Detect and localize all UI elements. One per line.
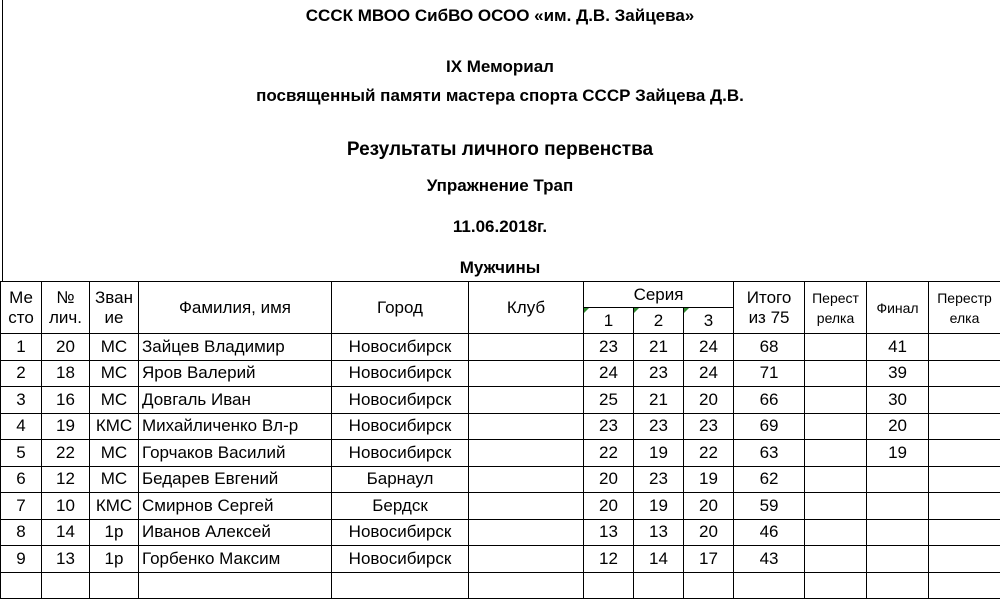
cell-number: 10 <box>42 493 90 520</box>
cell-total: 68 <box>734 334 805 361</box>
cell-name <box>139 572 332 599</box>
cell-final: 39 <box>867 360 929 387</box>
table-row <box>1 387 1000 414</box>
cell-series-3: 20 <box>684 519 734 546</box>
col-series-2-header: 2 <box>634 308 684 334</box>
cell-series-1: 23 <box>584 413 634 440</box>
cell-series-1: 25 <box>584 387 634 414</box>
results-table <box>0 281 1000 599</box>
results-title: Результаты личного первенства <box>346 139 654 160</box>
cell-final: 20 <box>867 413 929 440</box>
cell-rank: 1р <box>90 546 139 573</box>
cell-shootoff <box>805 334 867 361</box>
cell-series-1: 22 <box>584 440 634 467</box>
cell-series-3: 17 <box>684 546 734 573</box>
cell-shootoff <box>805 493 867 520</box>
col-number-header: № лич. <box>42 282 90 334</box>
cell-club <box>469 440 584 467</box>
cell-place: 3 <box>1 387 42 414</box>
cell-final <box>867 493 929 520</box>
cell-city: Новосибирск <box>332 334 469 361</box>
col-series-header: Серия <box>584 282 734 308</box>
col-total-header: Итого из 75 <box>734 282 805 334</box>
cell-city: Бердск <box>332 493 469 520</box>
cell-number: 18 <box>42 360 90 387</box>
cell-series-2: 23 <box>634 360 684 387</box>
cell-series-3: 19 <box>684 466 734 493</box>
cell-series-2: 21 <box>634 334 684 361</box>
cell-shootoff2 <box>929 440 1000 467</box>
cell-city: Новосибирск <box>332 519 469 546</box>
cell-place: 8 <box>1 519 42 546</box>
cell-series-2: 23 <box>634 466 684 493</box>
cell-total: 71 <box>734 360 805 387</box>
cell-name: Горчаков Василий <box>139 440 332 467</box>
cell-series-3 <box>684 572 734 599</box>
cell-club <box>469 493 584 520</box>
col-series-1-header: 1 <box>584 308 634 334</box>
cell-club <box>469 466 584 493</box>
cell-place: 5 <box>1 440 42 467</box>
cell-shootoff <box>805 413 867 440</box>
cell-final: 30 <box>867 387 929 414</box>
table-row <box>1 519 1000 546</box>
organization-title: СССК МВОО СибВО ОСОО «им. Д.В. Зайцева» <box>305 6 695 25</box>
cell-rank: МС <box>90 387 139 414</box>
cell-series-1 <box>584 572 634 599</box>
cell-place: 7 <box>1 493 42 520</box>
header-row-1 <box>1 282 1000 308</box>
cell-city: Новосибирск <box>332 413 469 440</box>
cell-name: Яров Валерий <box>139 360 332 387</box>
cell-shootoff <box>805 466 867 493</box>
cell-shootoff2 <box>929 413 1000 440</box>
cell-club <box>469 413 584 440</box>
cell-series-3: 20 <box>684 387 734 414</box>
cell-series-2: 14 <box>634 546 684 573</box>
cell-place: 4 <box>1 413 42 440</box>
cell-final: 19 <box>867 440 929 467</box>
cell-club <box>469 387 584 414</box>
cell-name: Бедарев Евгений <box>139 466 332 493</box>
cell-series-2: 23 <box>634 413 684 440</box>
cell-place: 6 <box>1 466 42 493</box>
cell-rank: КМС <box>90 493 139 520</box>
cell-series-3: 22 <box>684 440 734 467</box>
cell-shootoff2 <box>929 546 1000 573</box>
table-row <box>1 546 1000 573</box>
cell-club <box>469 519 584 546</box>
table-row <box>1 466 1000 493</box>
cell-series-1: 13 <box>584 519 634 546</box>
col-shootoff-header: Перест релка <box>805 282 867 334</box>
cell-series-2 <box>634 572 684 599</box>
cell-name: Зайцев Владимир <box>139 334 332 361</box>
cell-series-3: 24 <box>684 334 734 361</box>
cell-series-1: 24 <box>584 360 634 387</box>
cell-total: 43 <box>734 546 805 573</box>
cell-shootoff <box>805 360 867 387</box>
col-series-3-header: 3 <box>684 308 734 334</box>
cell-shootoff2 <box>929 493 1000 520</box>
cell-final: 41 <box>867 334 929 361</box>
cell-city <box>332 572 469 599</box>
col-shootoff2-header: Перестр елка <box>929 282 1000 334</box>
cell-shootoff <box>805 572 867 599</box>
cell-number: 20 <box>42 334 90 361</box>
cell-shootoff <box>805 440 867 467</box>
cell-shootoff2 <box>929 519 1000 546</box>
cell-series-3: 23 <box>684 413 734 440</box>
cell-number: 16 <box>42 387 90 414</box>
cell-city: Новосибирск <box>332 387 469 414</box>
cell-city: Барнаул <box>332 466 469 493</box>
cell-name: Горбенко Максим <box>139 546 332 573</box>
cell-rank: 1р <box>90 519 139 546</box>
cell-place: 1 <box>1 334 42 361</box>
cell-number: 12 <box>42 466 90 493</box>
event-date: 11.06.2018г. <box>452 217 548 236</box>
cell-club <box>469 360 584 387</box>
cell-number: 13 <box>42 546 90 573</box>
cell-place: 2 <box>1 360 42 387</box>
cell-series-3: 20 <box>684 493 734 520</box>
cell-shootoff2 <box>929 466 1000 493</box>
cell-final <box>867 466 929 493</box>
cell-rank <box>90 572 139 599</box>
cell-city: Новосибирск <box>332 440 469 467</box>
cell-series-1: 12 <box>584 546 634 573</box>
cell-city: Новосибирск <box>332 546 469 573</box>
cell-rank: КМС <box>90 413 139 440</box>
cell-total: 62 <box>734 466 805 493</box>
table-row <box>1 493 1000 520</box>
cell-total: 59 <box>734 493 805 520</box>
cell-club <box>469 572 584 599</box>
cell-club <box>469 334 584 361</box>
cell-club <box>469 546 584 573</box>
cell-rank: МС <box>90 440 139 467</box>
cell-final <box>867 519 929 546</box>
col-final-header: Финал <box>867 282 929 334</box>
table-row <box>1 413 1000 440</box>
cell-total: 69 <box>734 413 805 440</box>
cell-shootoff <box>805 387 867 414</box>
memorial-title: IX Мемориал <box>445 57 554 76</box>
cell-place: 9 <box>1 546 42 573</box>
cell-shootoff <box>805 546 867 573</box>
cell-series-2: 13 <box>634 519 684 546</box>
cell-final <box>867 572 929 599</box>
cell-series-1: 20 <box>584 493 634 520</box>
col-club-header: Клуб <box>469 282 584 334</box>
cell-rank: МС <box>90 466 139 493</box>
col-rank-header: Зван ие <box>90 282 139 334</box>
col-city-header: Город <box>332 282 469 334</box>
table-row <box>1 572 1000 599</box>
cell-series-2: 19 <box>634 440 684 467</box>
cell-shootoff2 <box>929 387 1000 414</box>
dedication-title: посвященный памяти мастера спорта СССР Зайцева Д.В. <box>256 86 744 105</box>
cell-shootoff <box>805 519 867 546</box>
table-row <box>1 360 1000 387</box>
cell-total: 63 <box>734 440 805 467</box>
cell-number: 19 <box>42 413 90 440</box>
cell-final <box>867 546 929 573</box>
cell-series-2: 19 <box>634 493 684 520</box>
cell-name: Довгаль Иван <box>139 387 332 414</box>
cell-number <box>42 572 90 599</box>
col-name-header: Фамилия, имя <box>139 282 332 334</box>
group-title: Мужчины <box>459 258 541 277</box>
exercise-title: Упражнение Трап <box>426 176 574 195</box>
cell-rank: МС <box>90 360 139 387</box>
table-row <box>1 334 1000 361</box>
cell-name: Михайличенко Вл-р <box>139 413 332 440</box>
cell-rank: МС <box>90 334 139 361</box>
col-place-header: Ме сто <box>1 282 42 334</box>
cell-series-1: 23 <box>584 334 634 361</box>
cell-total <box>734 572 805 599</box>
cell-series-2: 21 <box>634 387 684 414</box>
cell-city: Новосибирск <box>332 360 469 387</box>
cell-total: 66 <box>734 387 805 414</box>
cell-number: 14 <box>42 519 90 546</box>
cell-number: 22 <box>42 440 90 467</box>
cell-place <box>1 572 42 599</box>
cell-shootoff2 <box>929 360 1000 387</box>
table-row <box>1 440 1000 467</box>
cell-shootoff2 <box>929 334 1000 361</box>
cell-name: Иванов Алексей <box>139 519 332 546</box>
cell-shootoff2 <box>929 572 1000 599</box>
cell-series-3: 24 <box>684 360 734 387</box>
cell-total: 46 <box>734 519 805 546</box>
cell-name: Смирнов Сергей <box>139 493 332 520</box>
cell-series-1: 20 <box>584 466 634 493</box>
